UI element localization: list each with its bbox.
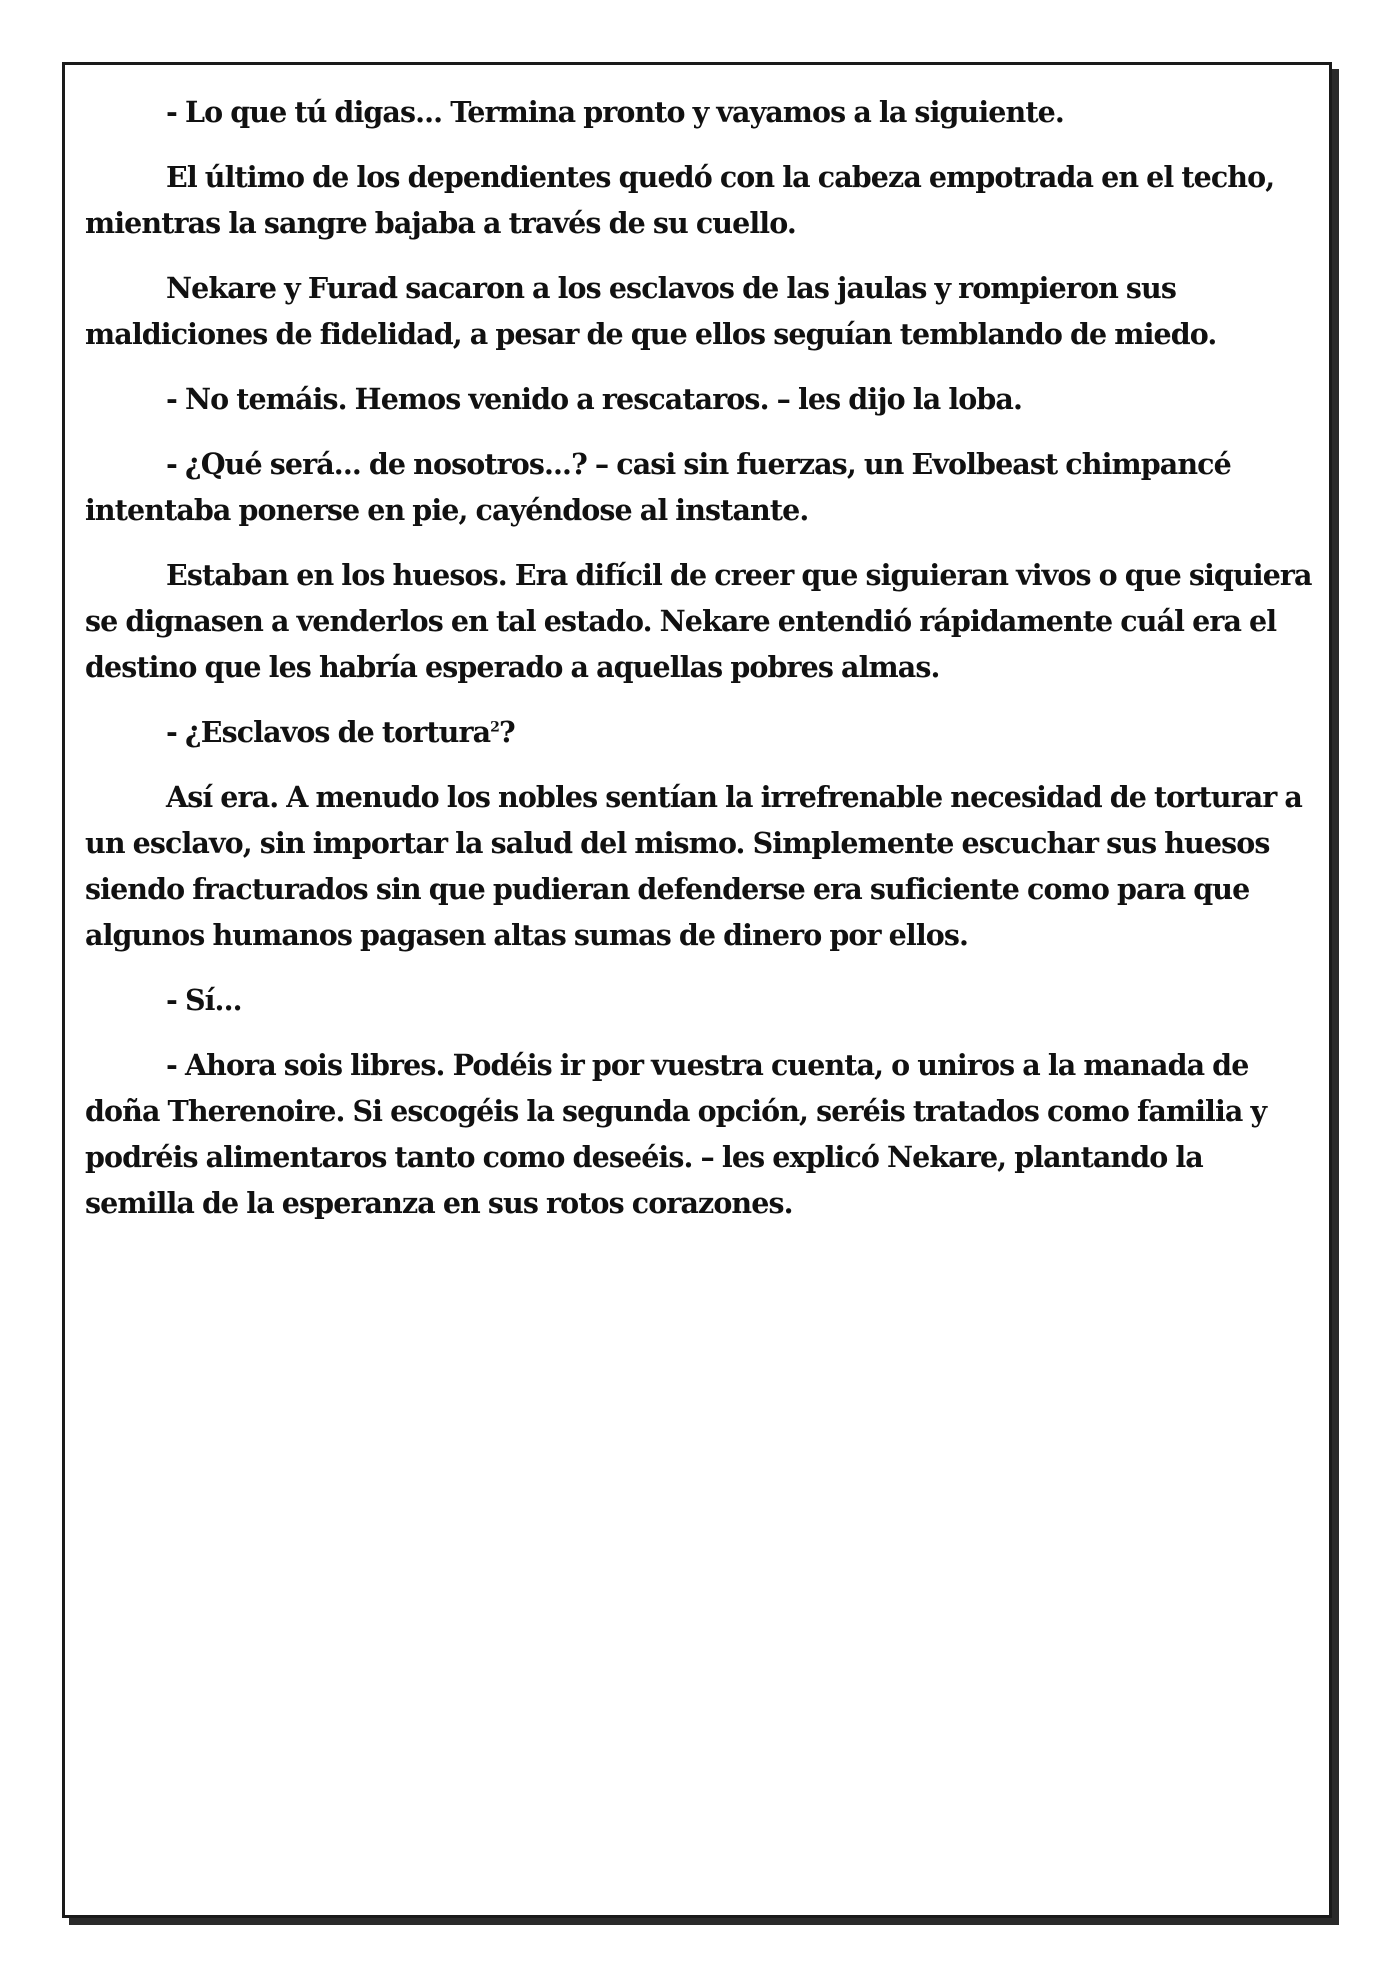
paragraph: El último de los dependientes quedó con la cabeza empotrada en el techo, mientras la sangre bajaba a través de su cuello.	[85, 160, 1275, 240]
paragraph: - No temáis. Hemos venido a rescataros. – les dijo la loba.	[166, 382, 1022, 416]
page-frame	[62, 62, 1332, 1918]
paragraph-with-footnote	[85, 709, 1317, 755]
paragraph: Estaban en los huesos. Era difícil de creer que siguieran vivos o que siquiera se dignasen a venderlos en tal estado. Nekare entendió rápidamente cuál era el destino que les habría esperado a aquellas pobres almas.	[85, 558, 1312, 684]
paragraph: Así era. A menudo los nobles sentían la irrefrenable necesidad de torturar a un esclavo, sin importar la salud del mismo. Simplemente escuchar sus huesos siendo fracturados sin que pudieran defenderse era suficiente como para que algunos humanos pagasen altas sumas de dinero por ellos.	[85, 780, 1302, 952]
paragraph: - Ahora sois libres. Podéis ir por vuestra cuenta, o uniros a la manada de doña Therenoire. Si escogéis la segunda opción, seréis tratados como familia y podréis alimentaros tanto como deseéis. – les explicó Nekare, plantando la semilla de la esperanza en sus rotos corazones.	[85, 1048, 1267, 1220]
footnote-reference[interactable]: 2	[490, 719, 499, 736]
paragraph: - Sí...	[166, 983, 242, 1017]
paragraph: - ¿Qué será... de nosotros...? – casi sin fuerzas, un Evolbeast chimpancé intentaba ponerse en pie, cayéndose al instante.	[85, 447, 1231, 527]
paragraph-text: - ¿Esclavos de tortura	[166, 715, 491, 749]
paragraph: - Lo que tú digas... Termina pronto y vayamos a la siguiente.	[166, 95, 1064, 129]
paragraph-text: ?	[498, 715, 515, 749]
paragraph: Nekare y Furad sacaron a los esclavos de las jaulas y rompieron sus maldiciones de fidelidad, a pesar de que ellos seguían temblando de miedo.	[85, 271, 1217, 351]
page-body-text	[85, 89, 1317, 1245]
